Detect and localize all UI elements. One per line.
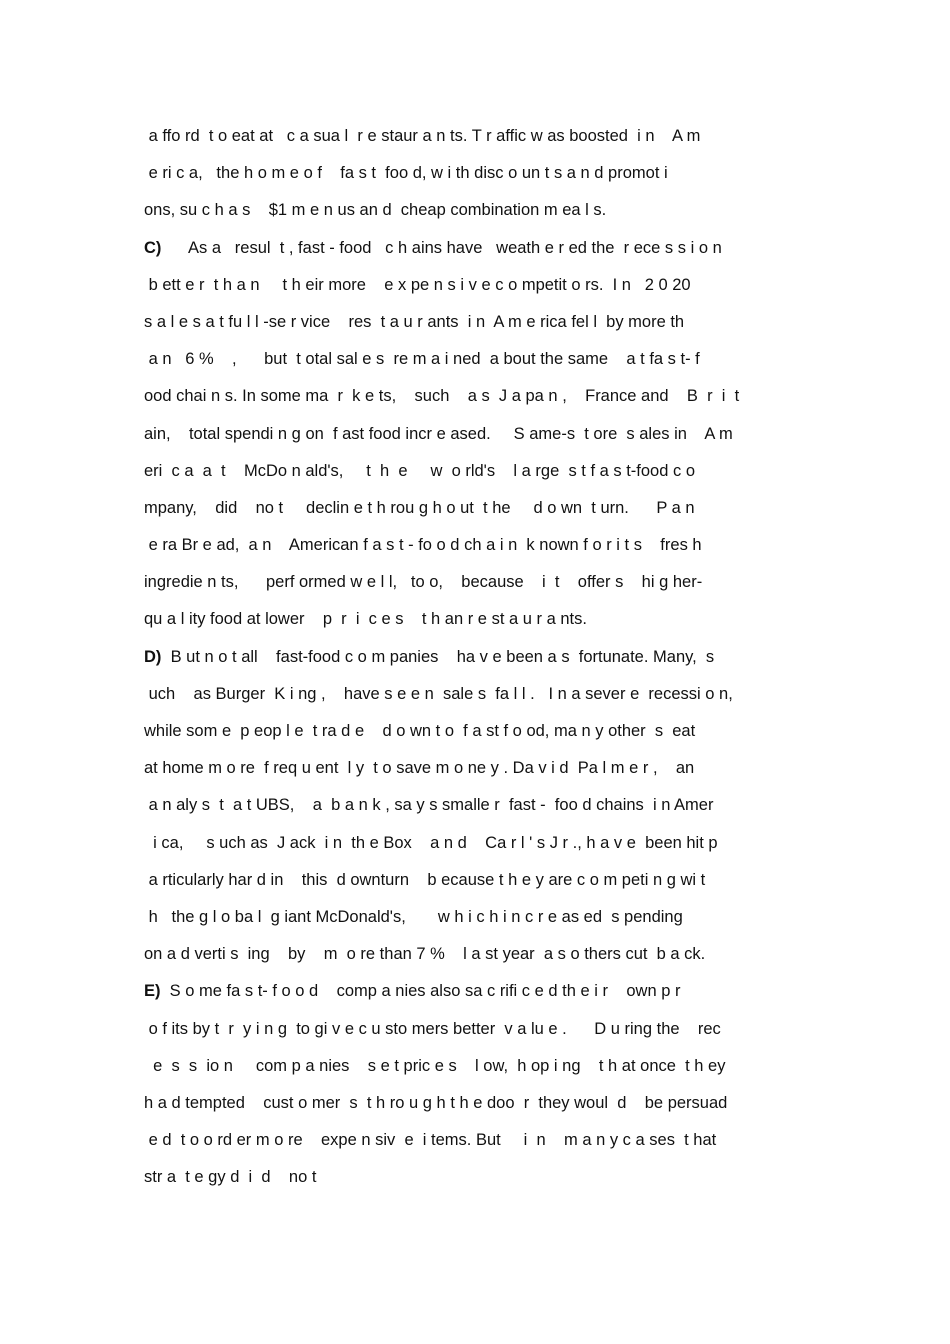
paragraph-b-tail bbox=[144, 118, 806, 230]
text-line: ingredie n ts, perf ormed w e l l, to o, because i t offer s hi g her- bbox=[144, 573, 703, 592]
text-line bbox=[144, 973, 806, 1010]
text-line: a n 6 % , but t otal sal e s re m a i ned a bout the same a t fa s t- f bbox=[144, 350, 700, 369]
text-line: at home m o re f req u ent l y t o save m o ne y . Da v i d Pa l m e r , an bbox=[144, 759, 695, 778]
text-segment: As a resul t , fast - food c h ains have weath e r ed the r ece s s i o n bbox=[161, 238, 722, 257]
text-line: ood chai n s. In some ma r k e ts, such a s J a pa n , France and B r i t bbox=[144, 387, 740, 406]
paragraph-label: D) bbox=[144, 647, 162, 666]
text-line: a n aly s t a t UBS, a b a n k , sa y s smalle r fast - foo d chains i n Amer bbox=[144, 796, 714, 815]
text-line: ain, total spendi n g on f ast food incr e ased. S ame-s t ore s ales in A m bbox=[144, 424, 733, 443]
document-page bbox=[144, 118, 806, 1196]
text-line: while som e p eop l e t ra d e d o wn t o f a st f o od, ma n y other s eat bbox=[144, 722, 696, 740]
paragraph-label: C) bbox=[144, 238, 162, 257]
text-line: b ett e r t h a n t h eir more e x pe n s i v e c o mpetit o rs. I n 2 0 20 bbox=[144, 275, 691, 294]
text-line: a ffo rd t o eat at c a sua l r e staur a n ts. T r affic w as boosted i n A m bbox=[144, 127, 701, 145]
text-line: ons, su c h a s $1 m e n us an d cheap combination m ea l s. bbox=[144, 201, 607, 220]
text-line: e ra Br e ad, a n American f a s t - fo o d ch a i n k nown f o r i t s fres h bbox=[144, 536, 702, 555]
text-line: eri c a a t McDo n ald's, t h e w o rld's l a rge s t f a s t-food c o bbox=[144, 461, 696, 480]
text-line: uch as Burger K i ng , have s e e n sale s fa l l . I n a sever e recessi o n, bbox=[144, 684, 733, 703]
paragraph-label: E) bbox=[144, 982, 161, 1001]
text-line: e ri c a, the h o m e o f fa s t foo d, w i th disc o un t s a n d promot i bbox=[144, 164, 668, 183]
text-line: o f its by t r y i n g to gi v e c u sto mers better v a lu e . D u ring the rec bbox=[144, 1019, 721, 1038]
text-line: h a d tempted cust o mer s t h ro u g h t h e doo r they woul d be persuad bbox=[144, 1093, 728, 1112]
paragraph-c bbox=[144, 230, 806, 639]
text-line: on a d verti s ing by m o re than 7 % l a st year a s o thers cut b a ck. bbox=[144, 945, 706, 964]
text-line: h the g l o ba l g iant McDonald's, w h i c h i n c r e as ed s pending bbox=[144, 907, 683, 926]
text-line: str a t e gy d i d no t bbox=[144, 1168, 317, 1187]
text-segment: S o me fa s t- f o o d comp a nies also sa c rifi c e d th e i r own p r bbox=[160, 982, 681, 1001]
text-line: a rticularly har d in this d ownturn b ecause t h e y are c o m peti n g wi t bbox=[144, 870, 706, 889]
text-line bbox=[144, 230, 806, 267]
text-segment: B ut n o t all fast-food c o m panies ha v e been a s fortunate. Many, s bbox=[161, 647, 715, 666]
text-line: e s s io n com p a nies s e t pric e s l ow, h op i ng t h at once t h ey bbox=[144, 1056, 726, 1075]
paragraph-e bbox=[144, 973, 806, 1196]
text-line: e d t o o rd er m o re expe n siv e i tems. But i n m a n y c a ses t hat bbox=[144, 1131, 717, 1150]
text-line: qu a l ity food at lower p r i c e s t h an r e st a u r a nts. bbox=[144, 610, 587, 629]
text-line: i ca, s uch as J ack i n th e Box a n d Ca r l ' s J r ., h a v e been hit p bbox=[144, 833, 718, 852]
paragraph-d bbox=[144, 639, 806, 974]
text-line: mpany, did no t declin e t h rou g h o ut t he d o wn t urn. P a n bbox=[144, 498, 695, 517]
text-line bbox=[144, 639, 806, 676]
text-line: s a l e s a t fu l l -se r vice res t a u r ants i n A m e rica fel l by more th bbox=[144, 312, 685, 331]
